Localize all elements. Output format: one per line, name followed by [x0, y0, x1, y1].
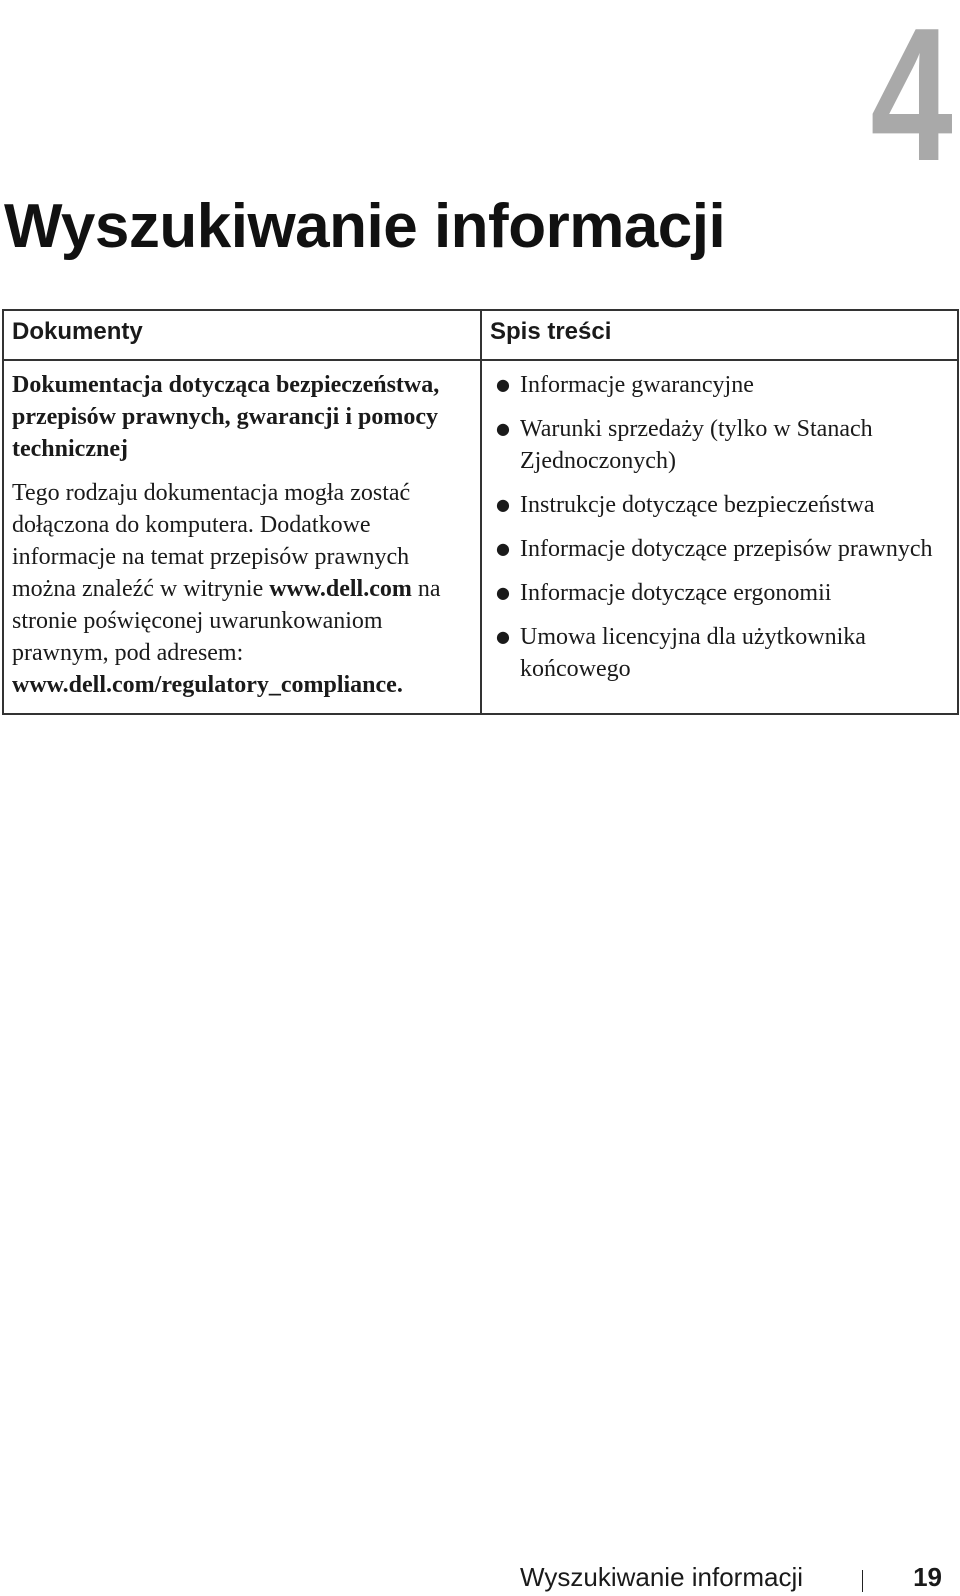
list-item-text: Umowa licencyjna dla użytkownika końcowego [520, 624, 866, 682]
bullet-icon: ● [496, 627, 510, 646]
list-item [490, 577, 949, 609]
bullet-icon: ● [496, 419, 510, 438]
page-title: Wyszukiwanie informacji [4, 192, 726, 261]
bullet-icon: ● [496, 583, 510, 602]
documents-cell [3, 360, 481, 714]
contents-cell [481, 360, 958, 714]
footer-section-title: Wyszukiwanie informacji [520, 1562, 803, 1592]
list-item-text: Informacje dotyczące przepisów prawnych [520, 536, 933, 562]
contents-list [490, 369, 949, 685]
list-item [490, 489, 949, 521]
table-row [3, 360, 958, 714]
document-description [12, 477, 472, 701]
bullet-icon: ● [496, 495, 510, 514]
description-text-1: Tego rodzaju dokumentacja mogła zostać dołączona do komputera. Dodatkowe informacje na temat przepisów prawnych można znaleźć w witrynie [12, 480, 411, 602]
list-item-text: Instrukcje dotyczące bezpieczeństwa [520, 492, 875, 518]
regulatory-compliance-link[interactable]: www.dell.com/regulatory_compliance. [12, 672, 403, 698]
bullet-icon: ● [496, 375, 510, 394]
page-footer [0, 1562, 960, 1596]
list-item [490, 533, 949, 565]
description-text-2: na stronie poświęconej uwarunkowaniom prawnym, pod adresem: [12, 576, 441, 666]
header-contents: Spis treści [481, 310, 958, 360]
list-item [490, 369, 949, 401]
table-header-row [3, 310, 958, 360]
page-number: 19 [913, 1562, 942, 1592]
list-item-text: Warunki sprzedaży (tylko w Stanach Zjednoczonych) [520, 416, 873, 474]
chapter-number: 4 [870, 0, 950, 201]
list-item [490, 621, 949, 685]
footer-divider [862, 1570, 863, 1592]
header-documents: Dokumenty [3, 310, 481, 360]
document-title: Dokumentacja dotycząca bezpieczeństwa, przepisów prawnych, gwarancji i pomocy technicznej [12, 372, 440, 462]
dell-website-link[interactable]: www.dell.com [269, 576, 412, 602]
list-item-text: Informacje dotyczące ergonomii [520, 580, 832, 606]
list-item [490, 413, 949, 477]
list-item-text: Informacje gwarancyjne [520, 372, 754, 398]
bullet-icon: ● [496, 539, 510, 558]
documents-table [2, 309, 959, 715]
